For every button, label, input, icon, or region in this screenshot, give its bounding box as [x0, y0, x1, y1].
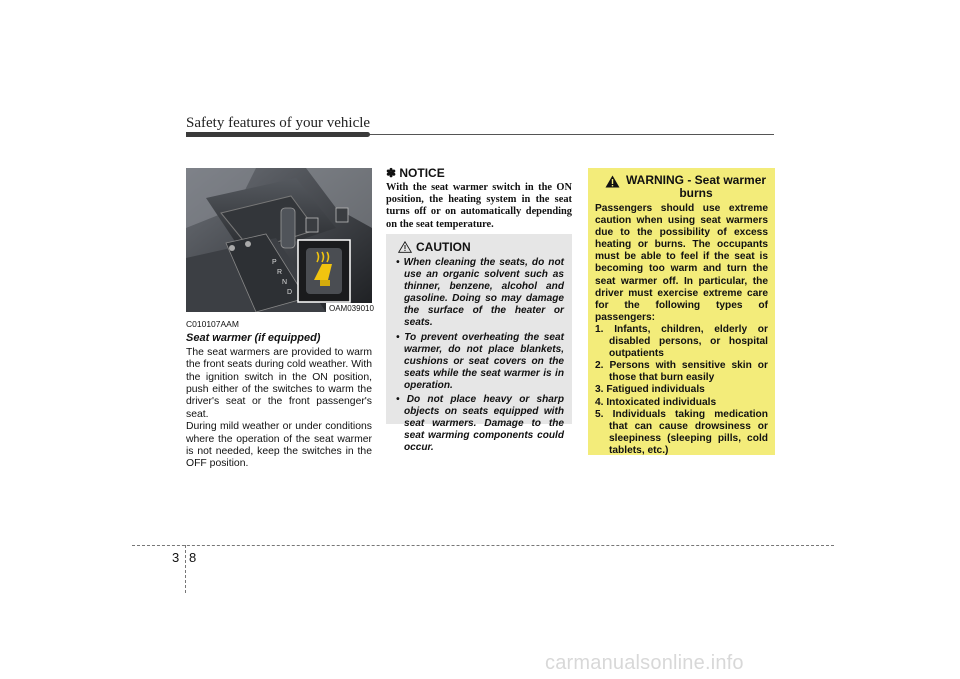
- warning-title-line1: WARNING - Seat warmer: [626, 173, 767, 187]
- seat-warmer-section: [186, 318, 372, 471]
- notice-block: [386, 166, 572, 231]
- watermark: carmanualsonline.info: [545, 652, 744, 674]
- caution-item: • When cleaning the seats, do not use an organic solvent such as thinner, benzene, alcohol and gasoline. Doing so may damage the surface of the heater or seats.: [396, 257, 564, 329]
- warning-item: 2. Persons with sensitive skin or those that burn easily: [595, 360, 768, 384]
- warning-triangle-icon: [605, 175, 620, 188]
- caution-title: CAUTION: [416, 240, 471, 254]
- section-paragraph-1: The seat warmers are provided to warm the front seats during cold weather. With the ignition switch in the ON position, push either of the switches to warm the driver's seat or the front passenger's seat.: [186, 346, 372, 420]
- section-subheading: Seat warmer (if equipped): [186, 332, 321, 345]
- warning-item: 3. Fatigued individuals: [595, 384, 705, 396]
- warning-item: 5. Individuals taking medication that can cause drowsiness or sleepiness (sleeping pills, cold tablets, etc.): [595, 408, 768, 456]
- gear-letter-p: P: [272, 259, 277, 266]
- page-number: 8: [189, 550, 197, 565]
- caution-item-text: To prevent overheating the seat warmer, do not place blankets, cushions or seat covers on the seats while the seat warmer is in operation.: [404, 331, 564, 391]
- console-illustration: [186, 168, 372, 312]
- caution-item-text: Do not place heavy or sharp objects on seats equipped with seat warmers. Damage to the seat warming components could occur.: [404, 394, 564, 454]
- seat-warmer-switch-inset: [298, 240, 350, 302]
- gear-letter-n: N: [282, 279, 288, 286]
- caution-triangle-icon: [398, 241, 412, 253]
- gear-letter-r: R: [277, 269, 283, 276]
- warning-item: 4. Intoxicated individuals: [595, 396, 717, 408]
- warning-title: [626, 174, 766, 200]
- section-code: C010107AAM: [186, 319, 239, 329]
- caution-list: [394, 257, 564, 455]
- caution-item-text: When cleaning the seats, do not use an organic solvent such as thinner, benzene, alcohol and gasoline. Doing so may damage the surface of the heater or seats.: [403, 257, 564, 329]
- section-number: 3: [172, 550, 180, 565]
- warning-title-line2: burns: [679, 186, 713, 200]
- footer-rule: [132, 545, 834, 546]
- page-header-title: Safety features of your vehicle: [186, 115, 371, 131]
- footer-divider: [185, 545, 186, 593]
- caution-header: [398, 240, 564, 254]
- warning-list: [595, 324, 768, 457]
- seat-warmer-photo: [186, 168, 372, 312]
- caution-item: • To prevent overheating the seat warmer, do not place blankets, cushions or seat covers on the seats while the seat warmer is in operation.: [396, 331, 564, 391]
- caution-item: • Do not place heavy or sharp objects on seats equipped with seat warmers. Damage to the seat warming components could occur.: [396, 394, 564, 454]
- header-bar: [186, 132, 370, 137]
- warning-body: Passengers should use extreme caution when using seat warmers due to the possibility of excess heating or burns. The occupants must be able to feel if the seat is becoming too warm and turn the seat warmer off. In particular, the driver must exercise extreme care for the following types of passengers:: [595, 203, 768, 323]
- gear-letter-d: D: [287, 289, 293, 296]
- notice-body: With the seat warmer switch in the ON position, the heating system in the seat turns off or on automatically depending on the seat temperature.: [386, 182, 572, 230]
- photo-code: OAM039010: [326, 303, 377, 314]
- notice-title: ✽ NOTICE: [386, 166, 445, 180]
- warning-box: [588, 168, 775, 455]
- warning-header: [605, 174, 768, 200]
- warning-item: 1. Infants, children, elderly or disabled persons, or hospital outpatients: [595, 323, 768, 360]
- section-paragraph-2: During mild weather or under conditions where the operation of the seat warmer is not needed, keep the switches in the OFF position.: [186, 421, 372, 470]
- caution-box: [386, 234, 572, 454]
